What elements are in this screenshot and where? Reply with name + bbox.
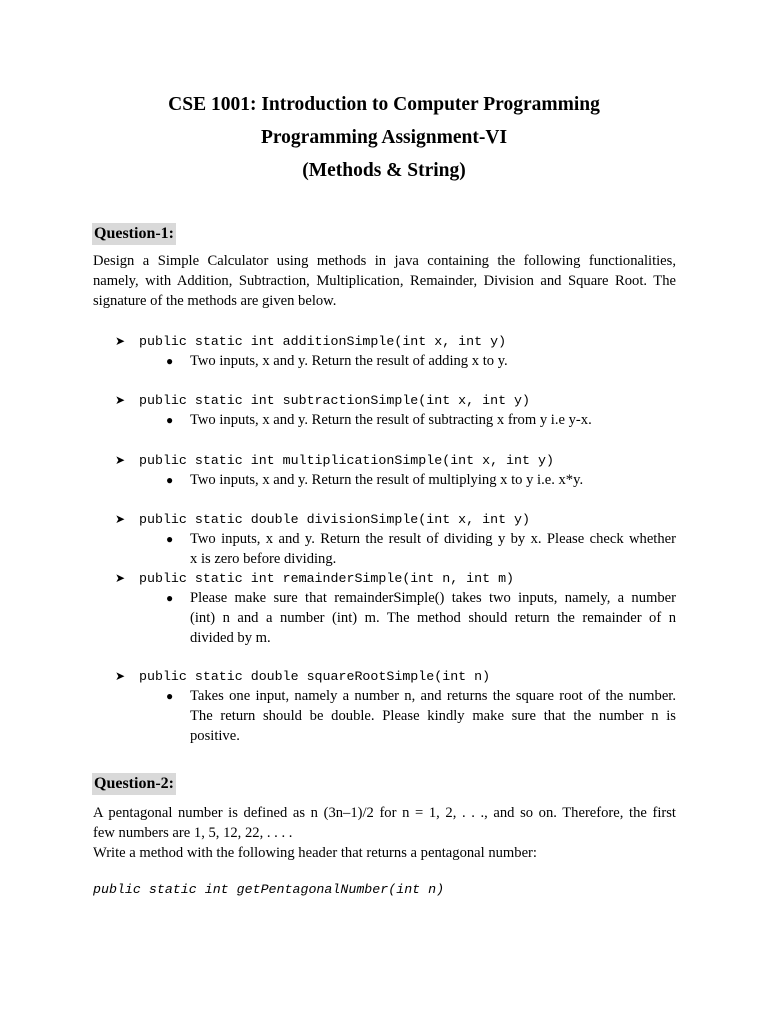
arrow-bullet-icon: ➤ <box>115 669 126 683</box>
assignment-subtitle: (Methods & String) <box>302 160 466 181</box>
method-signature <box>115 509 530 530</box>
text-line: (int) n and a number (int) m. The method should return the remainder of n <box>190 610 676 626</box>
bullet-dot-icon: ● <box>166 473 174 487</box>
document-title <box>0 88 768 187</box>
text-line: few numbers are 1, 5, 12, 22, . . . . <box>93 825 293 841</box>
method-signature <box>115 568 514 589</box>
bullet-dot-icon: ● <box>166 354 174 368</box>
text-line: Write a method with the following header that returns a pentagonal number: <box>93 845 537 861</box>
signature-text: public static int additionSimple(int x, int y) <box>139 334 507 349</box>
text-line: divided by m. <box>190 630 271 646</box>
method-signature <box>115 666 490 687</box>
assignment-title: Programming Assignment-VI <box>260 127 508 148</box>
question-2-intro <box>93 803 676 863</box>
text-line: A pentagonal number is defined as n (3n–1)/2 for n = 1, 2, . . ., and so on. Therefore, the first <box>93 805 676 821</box>
text-line: namely, with Addition, Subtraction, Multiplication, Remainder, Division and Square Root. The <box>93 273 676 289</box>
arrow-bullet-icon: ➤ <box>115 453 126 467</box>
bullet-dot-icon: ● <box>166 413 174 427</box>
text-line: x is zero before dividing. <box>190 551 337 567</box>
text-line: signature of the methods are given below. <box>93 293 337 309</box>
signature-text: public static int multiplicationSimple(int x, int y) <box>139 453 554 468</box>
question-1-heading: Question-1: <box>92 223 176 245</box>
signature-text: public static int remainderSimple(int n, int m) <box>139 571 515 586</box>
text-line: Two inputs, x and y. Return the result of subtracting x from y i.e y-x. <box>190 412 592 428</box>
arrow-bullet-icon: ➤ <box>115 393 126 407</box>
question-1-intro <box>93 251 676 311</box>
bullet-dot-icon: ● <box>166 532 174 546</box>
method-header-code: public static int getPentagonalNumber(int n) <box>93 882 445 897</box>
text-line: positive. <box>190 728 240 744</box>
text-line: Design a Simple Calculator using methods in java containing the following functionalities, <box>93 253 676 269</box>
method-signature <box>115 331 506 352</box>
method-signature <box>115 390 530 411</box>
text-line: Please make sure that remainderSimple() takes two inputs, namely, a number <box>190 590 676 606</box>
text-line: Takes one input, namely a number n, and returns the square root of the number. <box>190 688 676 704</box>
question-2-heading: Question-2: <box>92 773 176 795</box>
bullet-dot-icon: ● <box>166 689 174 703</box>
text-line: Two inputs, x and y. Return the result of multiplying x to y i.e. x*y. <box>190 472 584 488</box>
arrow-bullet-icon: ➤ <box>115 571 126 585</box>
bullet-dot-icon: ● <box>166 591 174 605</box>
signature-text: public static double divisionSimple(int x, int y) <box>139 512 530 527</box>
method-signature <box>115 450 554 471</box>
arrow-bullet-icon: ➤ <box>115 512 126 526</box>
signature-text: public static double squareRootSimple(int n) <box>139 669 491 684</box>
signature-text: public static int subtractionSimple(int x, int y) <box>139 393 530 408</box>
text-line: Two inputs, x and y. Return the result of dividing y by x. Please check whether <box>190 531 676 547</box>
text-line: The return should be double. Please kindly make sure that the number n is <box>190 708 676 724</box>
course-title: CSE 1001: Introduction to Computer Programming <box>168 94 600 115</box>
text-line: Two inputs, x and y. Return the result of adding x to y. <box>190 353 508 369</box>
arrow-bullet-icon: ➤ <box>115 334 126 348</box>
